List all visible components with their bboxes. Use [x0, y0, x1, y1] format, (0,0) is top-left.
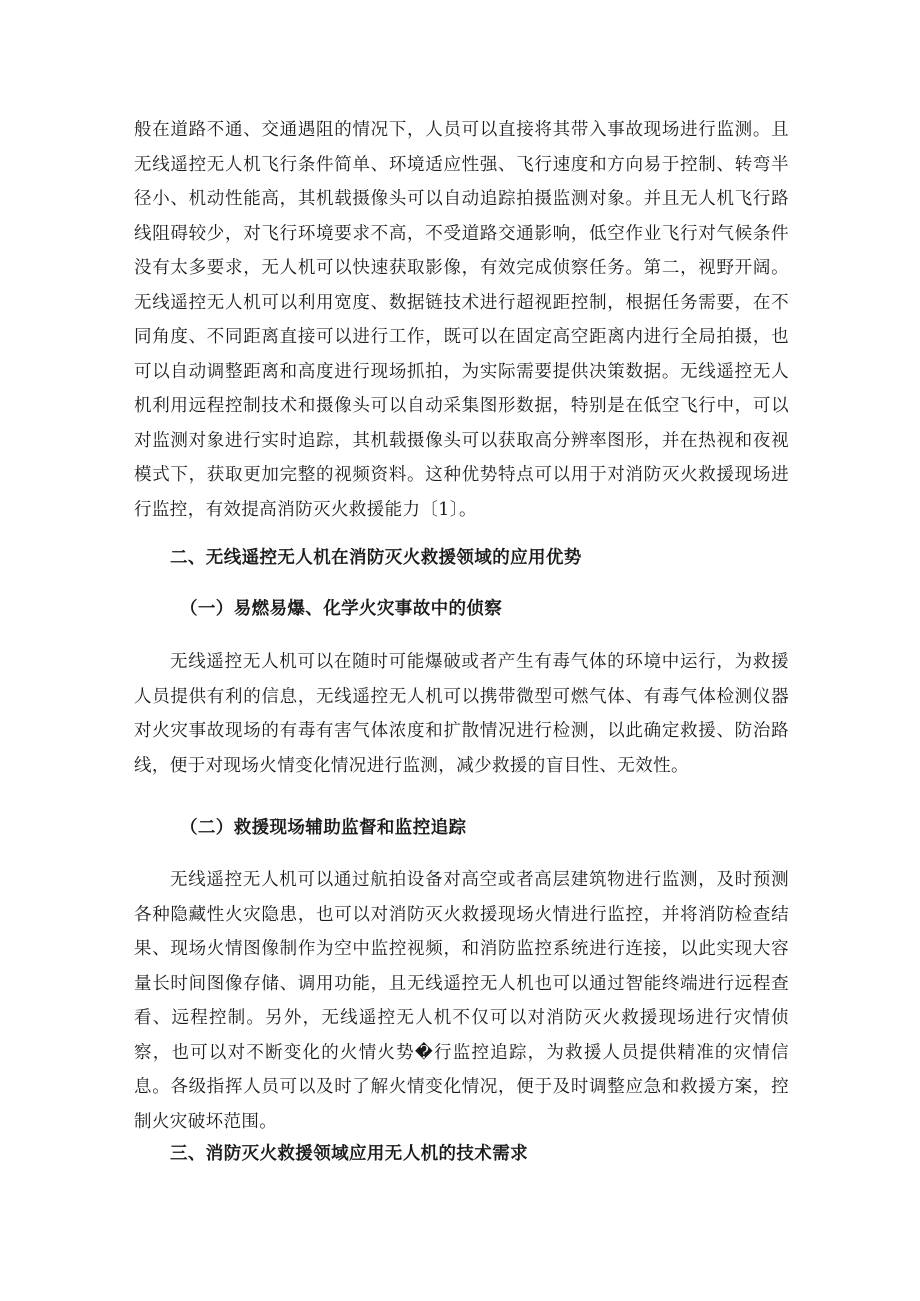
- body-paragraph-continued: 般在道路不通、交通遇阻的情况下，人员可以直接将其带入事故现场进行监测。且无线遥控无人机飞行条件简单、环境适应性强、飞行速度和方向易于控制、转弯半径小、机动性能高，其机载摄像头可以自动追踪拍摄监测对象。并且无人机飞行路线阻碍较少，对飞行环境要求不高，不受道路交通影响，低空作业飞行对气候条件没有太多要求，无人机可以快速获取影像，有效完成侦察任务。第二，视野开阔。无线遥控无人机可以利用宽度、数据链技术进行超视距控制，根据任务需要，在不同角度、不同距离直接可以进行工作，既可以在固定高空距离内进行全局拍摄，也可以自动调整距离和高度进行现场抓拍，为实际需要提供决策数据。无线遥控无人机利用远程控制技术和摄像头可以自动采集图形数据，特别是在低空飞行中，可以对监测对象进行实时追踪，其机载摄像头可以获取高分辨率图形，并在热视和夜视模式下，获取更加完整的视频资料。这种优势特点可以用于对消防灭火救援现场进行监控，有效提高消防灭火救援能力〔1〕。: [134, 120, 789, 520]
- subsection-heading-2: （二）救援现场辅助监督和监控追踪: [180, 818, 467, 838]
- body-paragraph-flammable-explosive: 无线遥控无人机可以在随时可能爆破或者产生有毒气体的环境中运行，为救援人员提供有利的信息，无线遥控无人机可以携带微型可燃气体、有毒气体检测仪器对火灾事故现场的有毒有害气体浓度和扩散情况进行检测，以此确定救援、防治路线，便于对现场火情变化情况进行监测，减少救援的盲目性、无效性。: [134, 652, 789, 776]
- section-heading-2: 二、无线遥控无人机在消防灭火救援领域的应用优势: [170, 548, 582, 568]
- section-heading-3: 三、消防灭火救援领域应用无人机的技术需求: [170, 1144, 528, 1164]
- subsection-heading-1: （一）易燃易爆、化学火灾事故中的侦察: [180, 599, 503, 619]
- body-paragraph-monitoring-tracking: 无线遥控无人机可以通过航拍设备对高空或者高层建筑物进行监测，及时预测各种隐藏性火灾隐患，也可以对消防灭火救援现场火情进行监控，并将消防检查结果、现场火情图像制作为空中监控视频，和消防监控系统进行连接，以此实现大容量长时间图像存储、调用功能，且无线遥控无人机也可以通过智能终端进行远程查看、远程控制。另外，无线遥控无人机不仅可以对消防灭火救援现场进行灾情侦察，也可以对不断变化的火情火势�行监控追踪，为救援人员提供精准的灾情信息。各级指挥人员可以及时了解火情变化情况，便于及时调整应急和救援方案，控制火灾破坏范围。: [134, 870, 789, 1132]
